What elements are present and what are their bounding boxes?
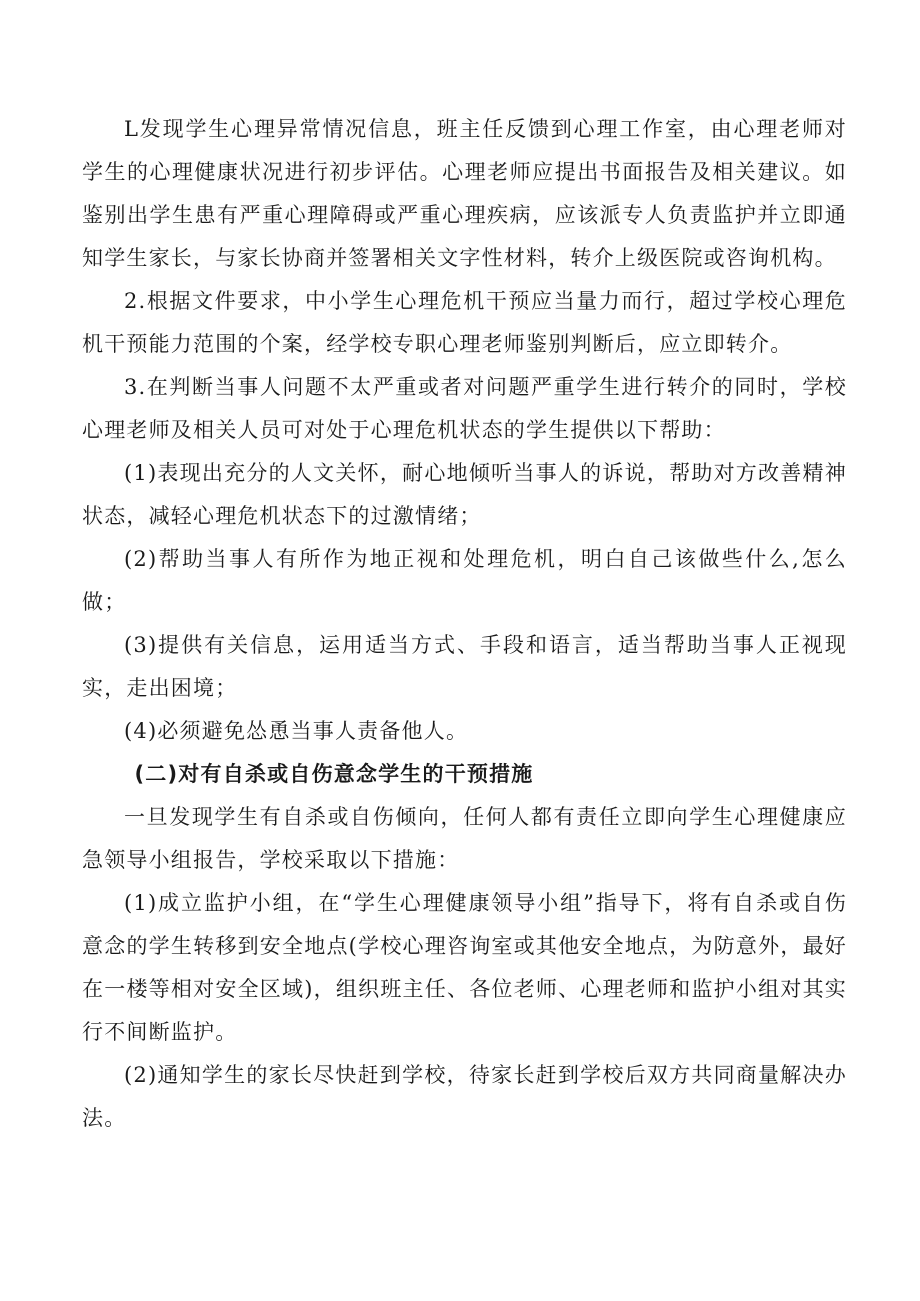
document-page <box>82 108 847 1140</box>
paragraph-help-3: (3)提供有关信息，运用适当方式、手段和语言，适当帮助当事人正视现实，走出困境； <box>82 633 847 700</box>
paragraph-help-1: (1)表现出充分的人文关怀，耐心地倾听当事人的诉说，帮助对方改善精神状态，减轻心理危机状态下的过激情绪； <box>82 461 847 528</box>
paragraph-intervention-intro: 一旦发现学生有自杀或自伤倾向，任何人都有责任立即向学生心理健康应急领导小组报告，学校采取以下措施： <box>82 805 847 872</box>
paragraph-item-3: 3.在判断当事人问题不太严重或者对问题严重学生进行转介的同时，学校心理老师及相关人员可对处于心理危机状态的学生提供以下帮助： <box>82 375 847 442</box>
paragraph-item-2: 2.根据文件要求，中小学生心理危机干预应当量力而行，超过学校心理危机干预能力范围的个案，经学校专职心理老师鉴别判断后，应立即转介。 <box>82 289 847 356</box>
paragraph-measure-1: (1)成立监护小组，在“学生心理健康领导小组”指导下，将有自杀或自伤意念的学生转移到安全地点(学校心理咨询室或其他安全地点，为防意外，最好在一楼等相对安全区域)，组织班主任、各位老师、心理老师和监护小组对其实行不间断监护。 <box>82 891 847 1044</box>
paragraph-help-4: (4)必须避免怂恿当事人责备他人。 <box>124 719 469 743</box>
section-heading: (二)对有自杀或自伤意念学生的干预措施 <box>134 762 534 786</box>
paragraph-referral-process: L发现学生心理异常情况信息，班主任反馈到心理工作室，由心理老师对学生的心理健康状况进行初步评估。心理老师应提出书面报告及相关建议。如鉴别出学生患有严重心理障碍或严重心理疾病，应该派专人负责监护并立即通知学生家长，与家长协商并签署相关文字性材料，转介上级医院或咨询机构。 <box>82 117 847 270</box>
paragraph-help-2: (2)帮助当事人有所作为地正视和处理危机，明白自己该做些什么,怎么做； <box>82 547 847 614</box>
paragraph-measure-2: (2)通知学生的家长尽快赶到学校，待家长赶到学校后双方共同商量解决办法。 <box>82 1063 847 1130</box>
